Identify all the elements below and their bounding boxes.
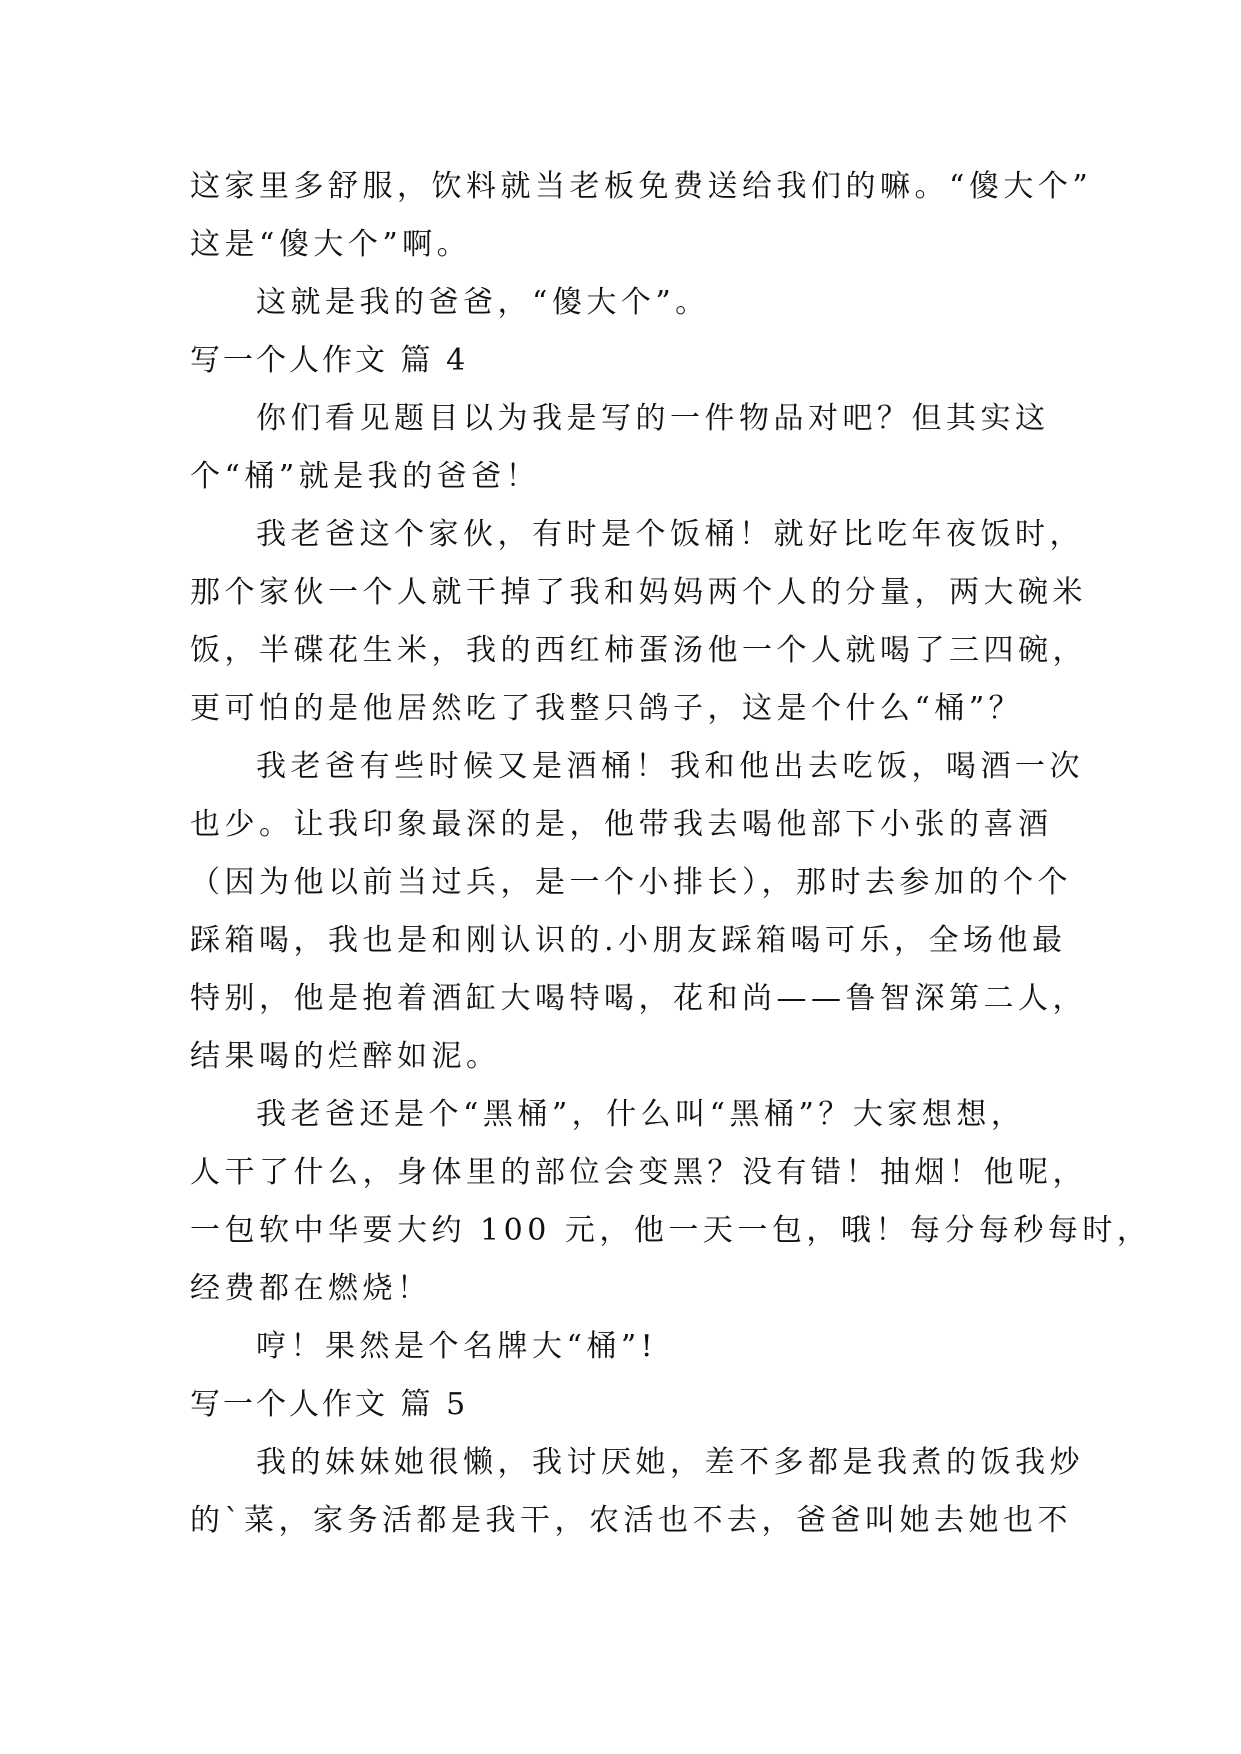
section-heading: 写一个人作文 篇 5: [190, 1387, 469, 1422]
text-line: 结果喝的烂醉如泥。: [190, 1039, 501, 1074]
text-line: 更可怕的是他居然吃了我整只鸽子，这是个什么“桶”？: [190, 691, 1024, 726]
essay-body: [190, 158, 1152, 1550]
paragraph-start-line: 我老爸这个家伙，有时是个饭桶！就好比吃年夜饭时，: [256, 517, 1084, 552]
paragraph-start-line: 这就是我的爸爸，“傻大个”。: [256, 285, 710, 320]
text-line: 个“桶”就是我的爸爸！: [190, 459, 541, 494]
text-line: 人干了什么，身体里的部位会变黑？没有错！抽烟！他呢，: [190, 1155, 1087, 1190]
paragraph-start-line: 我老爸还是个“黑桶”，什么叫“黑桶”？大家想想，: [256, 1097, 1026, 1132]
section-heading: 写一个人作文 篇 4: [190, 343, 469, 378]
text-line: （因为他以前当过兵，是一个小排长），那时去参加的个个: [190, 865, 1072, 900]
text-line: 这是“傻大个”啊。: [190, 227, 472, 262]
text-line: 特别，他是抱着酒缸大喝特喝，花和尚——鲁智深第二人，: [190, 981, 1087, 1016]
text-line: 经费都在燃烧！: [190, 1271, 432, 1306]
text-line: 也少。让我印象最深的是，他带我去喝他部下小张的喜酒: [190, 807, 1053, 842]
paragraph-start-line: 你们看见题目以为我是写的一件物品对吧？但其实这: [256, 401, 1050, 436]
paragraph-start-line: 我的妹妹她很懒，我讨厌她，差不多都是我煮的饭我炒: [256, 1445, 1084, 1480]
text-line: 的`菜，家务活都是我干，农活也不去，爸爸叫她去她也不: [190, 1503, 1072, 1538]
text-line: 这家里多舒服，饮料就当老板免费送给我们的嘛。“傻大个”: [190, 169, 1093, 204]
paragraph-start-line: 哼！果然是个名牌大“桶”!: [256, 1329, 658, 1364]
paragraph-start-line: 我老爸有些时候又是酒桶！我和他出去吃饭，喝酒一次: [256, 749, 1084, 784]
text-line: 踩箱喝，我也是和刚认识的.小朋友踩箱喝可乐，全场他最: [190, 923, 1067, 958]
text-line: 那个家伙一个人就干掉了我和妈妈两个人的分量，两大碗米: [190, 575, 1087, 610]
text-line: 一包软中华要大约 100 元，他一天一包，哦！每分每秒每时，: [190, 1213, 1152, 1248]
text-line: 饭，半碟花生米，我的西红柿蛋汤他一个人就喝了三四碗，: [190, 633, 1087, 668]
